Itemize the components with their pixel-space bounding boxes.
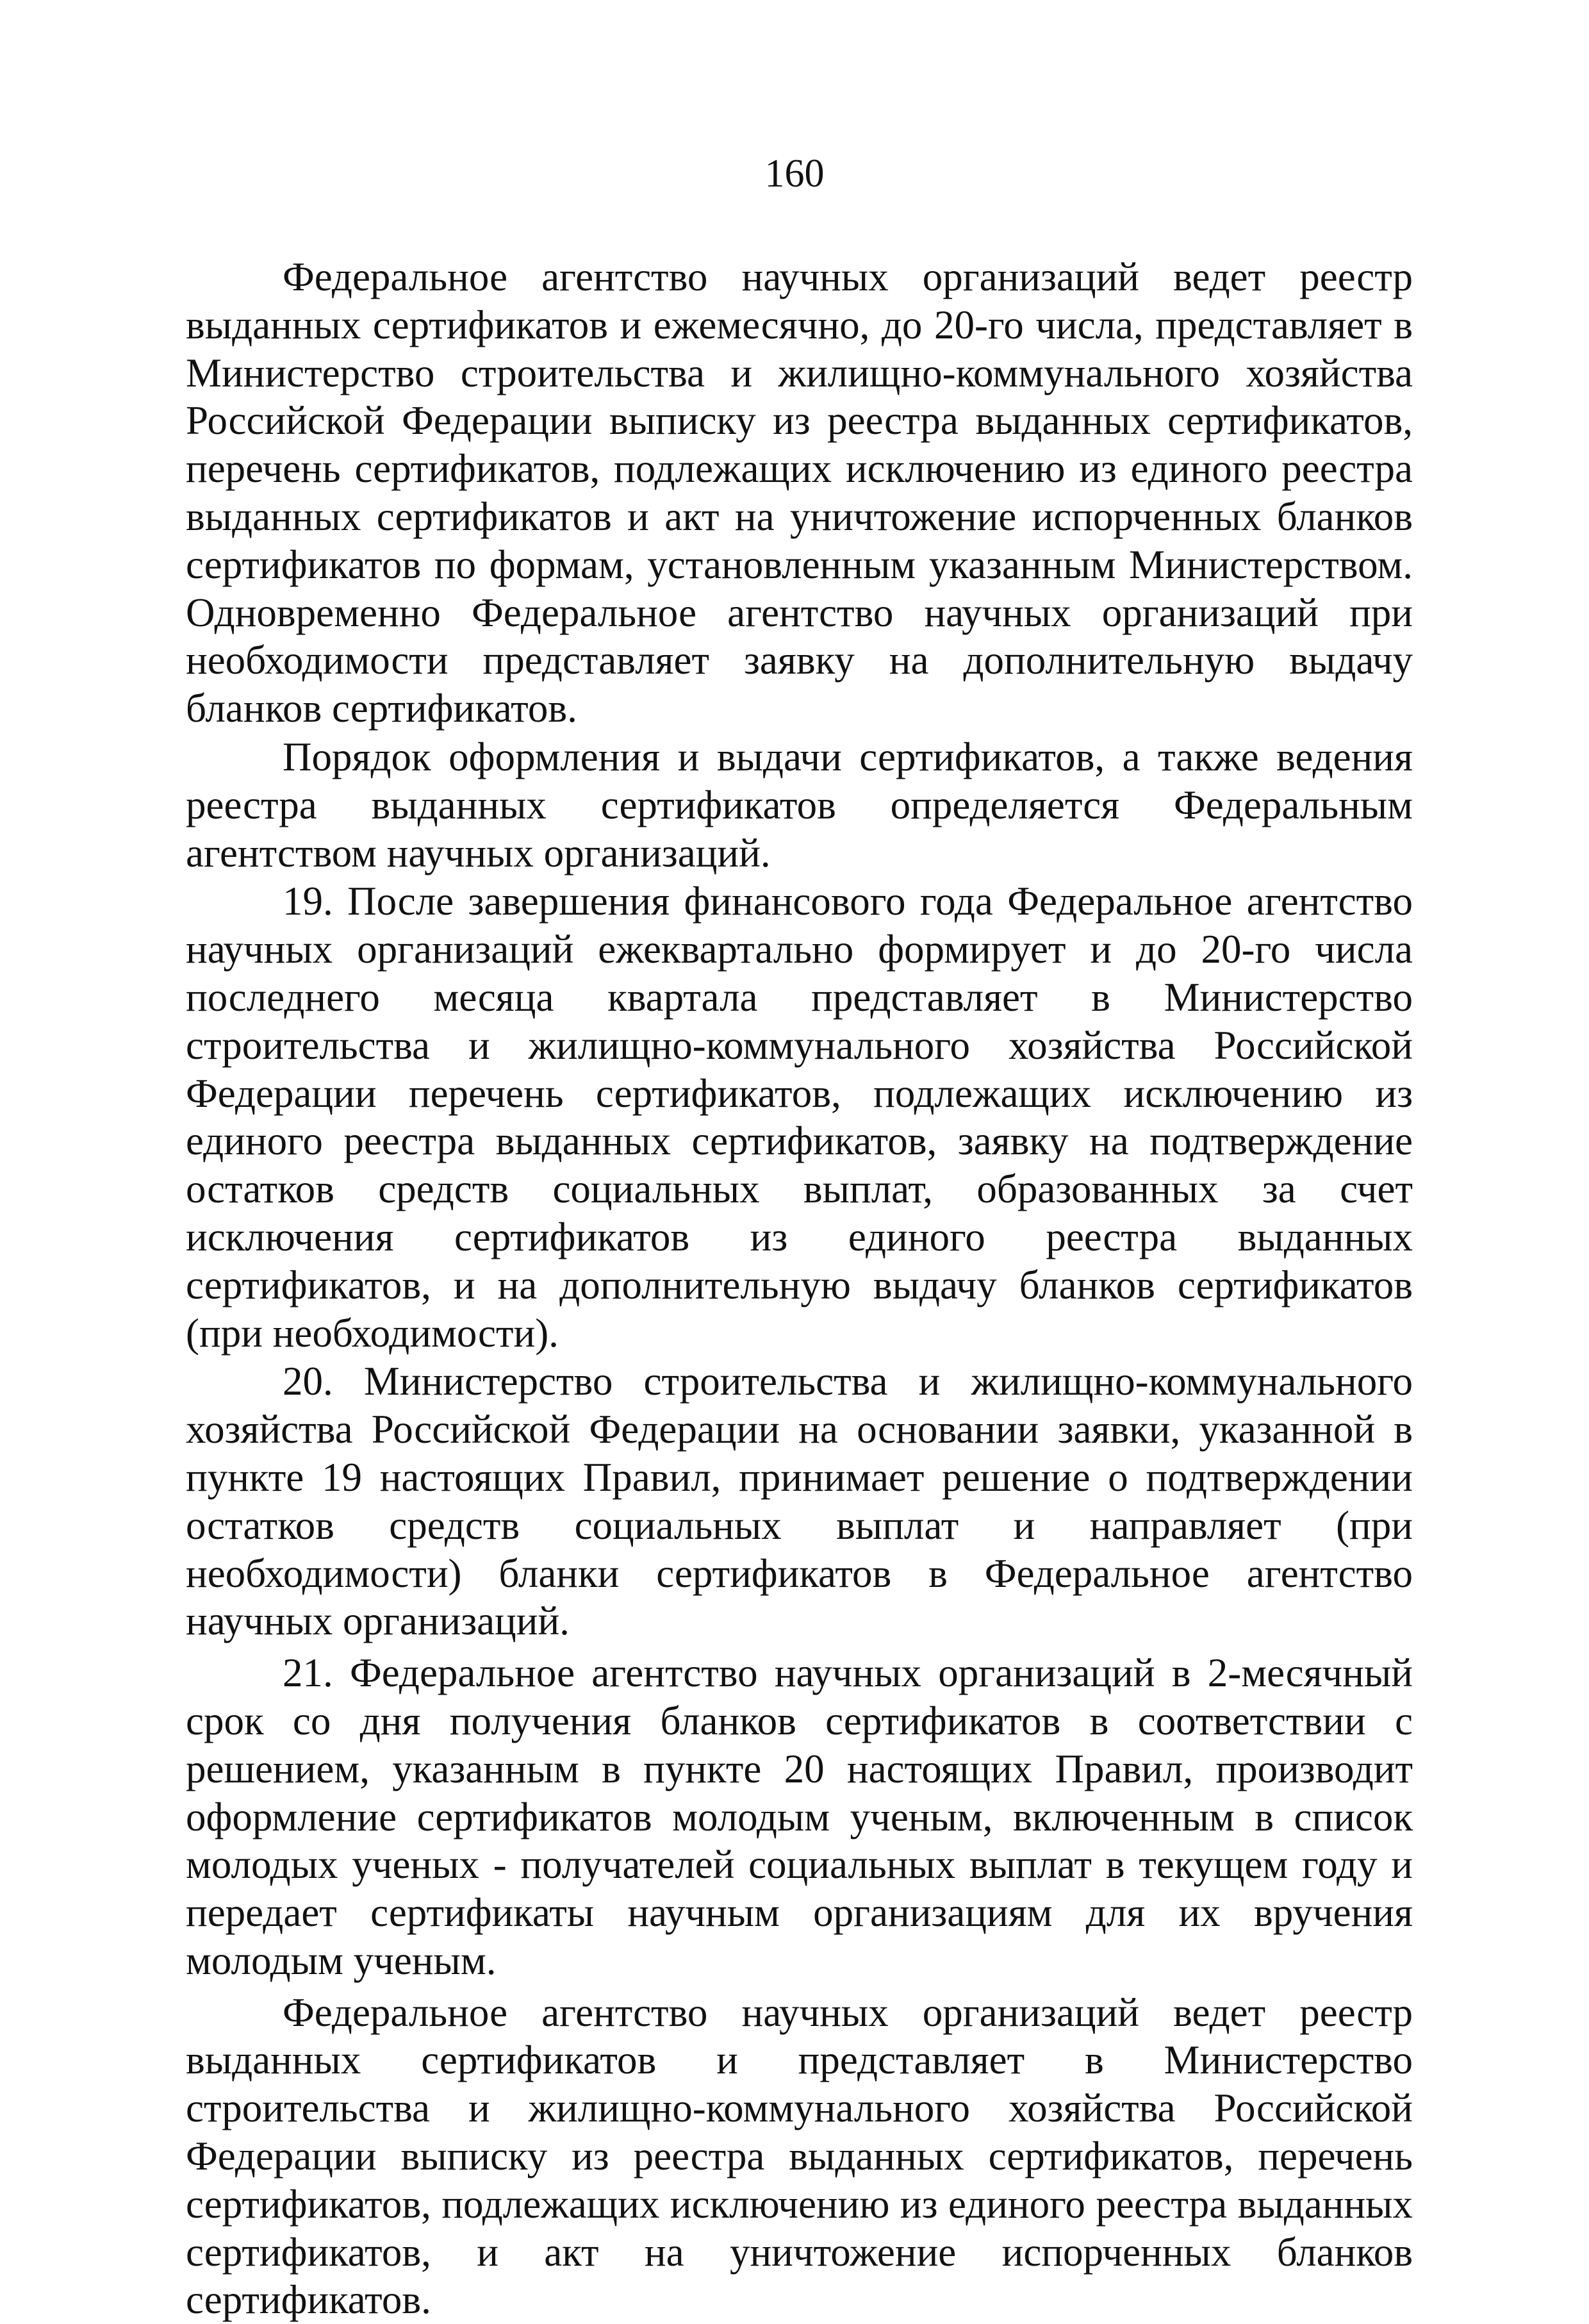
paragraph-registry-report: Федеральное агентство научных организаций ведет реестр выданных сертификатов и представляет в Министерство строительства и жилищно-коммунального хозяйства Российской Федерации выписку из реестра выданных сертификатов, перечень сертификатов, подлежащих исключению из единого реестра выданных сертификатов, и акт на уничтожение испорченных бланков сертификатов. — [186, 1989, 1413, 2323]
paragraph-registry-monthly: Федеральное агентство научных организаций ведет реестр выданных сертификатов и ежемесячно, до 20-го числа, представляет в Министерство строительства и жилищно-коммунального хозяйства Российской Федерации выписку из реестра выданных сертификатов, перечень сертификатов, подлежащих исключению из единого реестра выданных сертификатов и акт на уничтожение испорченных бланков сертификатов по формам, установленным указанным Министерством. Одновременно Федеральное агентство научных организаций при необходимости представляет заявку на дополнительную выдачу бланков сертификатов. — [186, 254, 1413, 731]
paragraph-item-19: 19. После завершения финансового года Федеральное агентство научных организаций ежеквартально формирует и до 20-го числа последнего месяца квартала представляет в Министерство строительства и жилищно-коммунального хозяйства Российской Федерации перечень сертификатов, подлежащих исключению из единого реестра выданных сертификатов, заявку на подтверждение остатков средств социальных выплат, образованных за счет исключения сертификатов из единого реестра выданных сертификатов, и на дополнительную выдачу бланков сертификатов (при необходимости). — [186, 879, 1413, 1356]
document-body — [186, 253, 1413, 2324]
paragraph-issuance-procedure: Порядок оформления и выдачи сертификатов, а также ведения реестра выданных сертификатов определяется Федеральным агентством научных организаций. — [186, 734, 1413, 876]
paragraph-item-20: 20. Министерство строительства и жилищно-коммунального хозяйства Российской Федерации на основании заявки, указанной в пункте 19 настоящих Правил, принимает решение о подтверждении остатков средств социальных выплат и направляет (при необходимости) бланки сертификатов в Федеральное агентство научных организаций. — [186, 1359, 1413, 1644]
paragraph-item-21: 21. Федеральное агентство научных организаций в 2-месячный срок со дня получения бланков сертификатов в соответствии с решением, указанным в пункте 20 настоящих Правил, производит оформление сертификатов молодым ученым, включенным в список молодых ученых - получателей социальных выплат в текущем году и передает сертификаты научным организациям для их вручения молодым ученым. — [186, 1650, 1413, 1983]
page-number: 160 — [764, 152, 825, 195]
